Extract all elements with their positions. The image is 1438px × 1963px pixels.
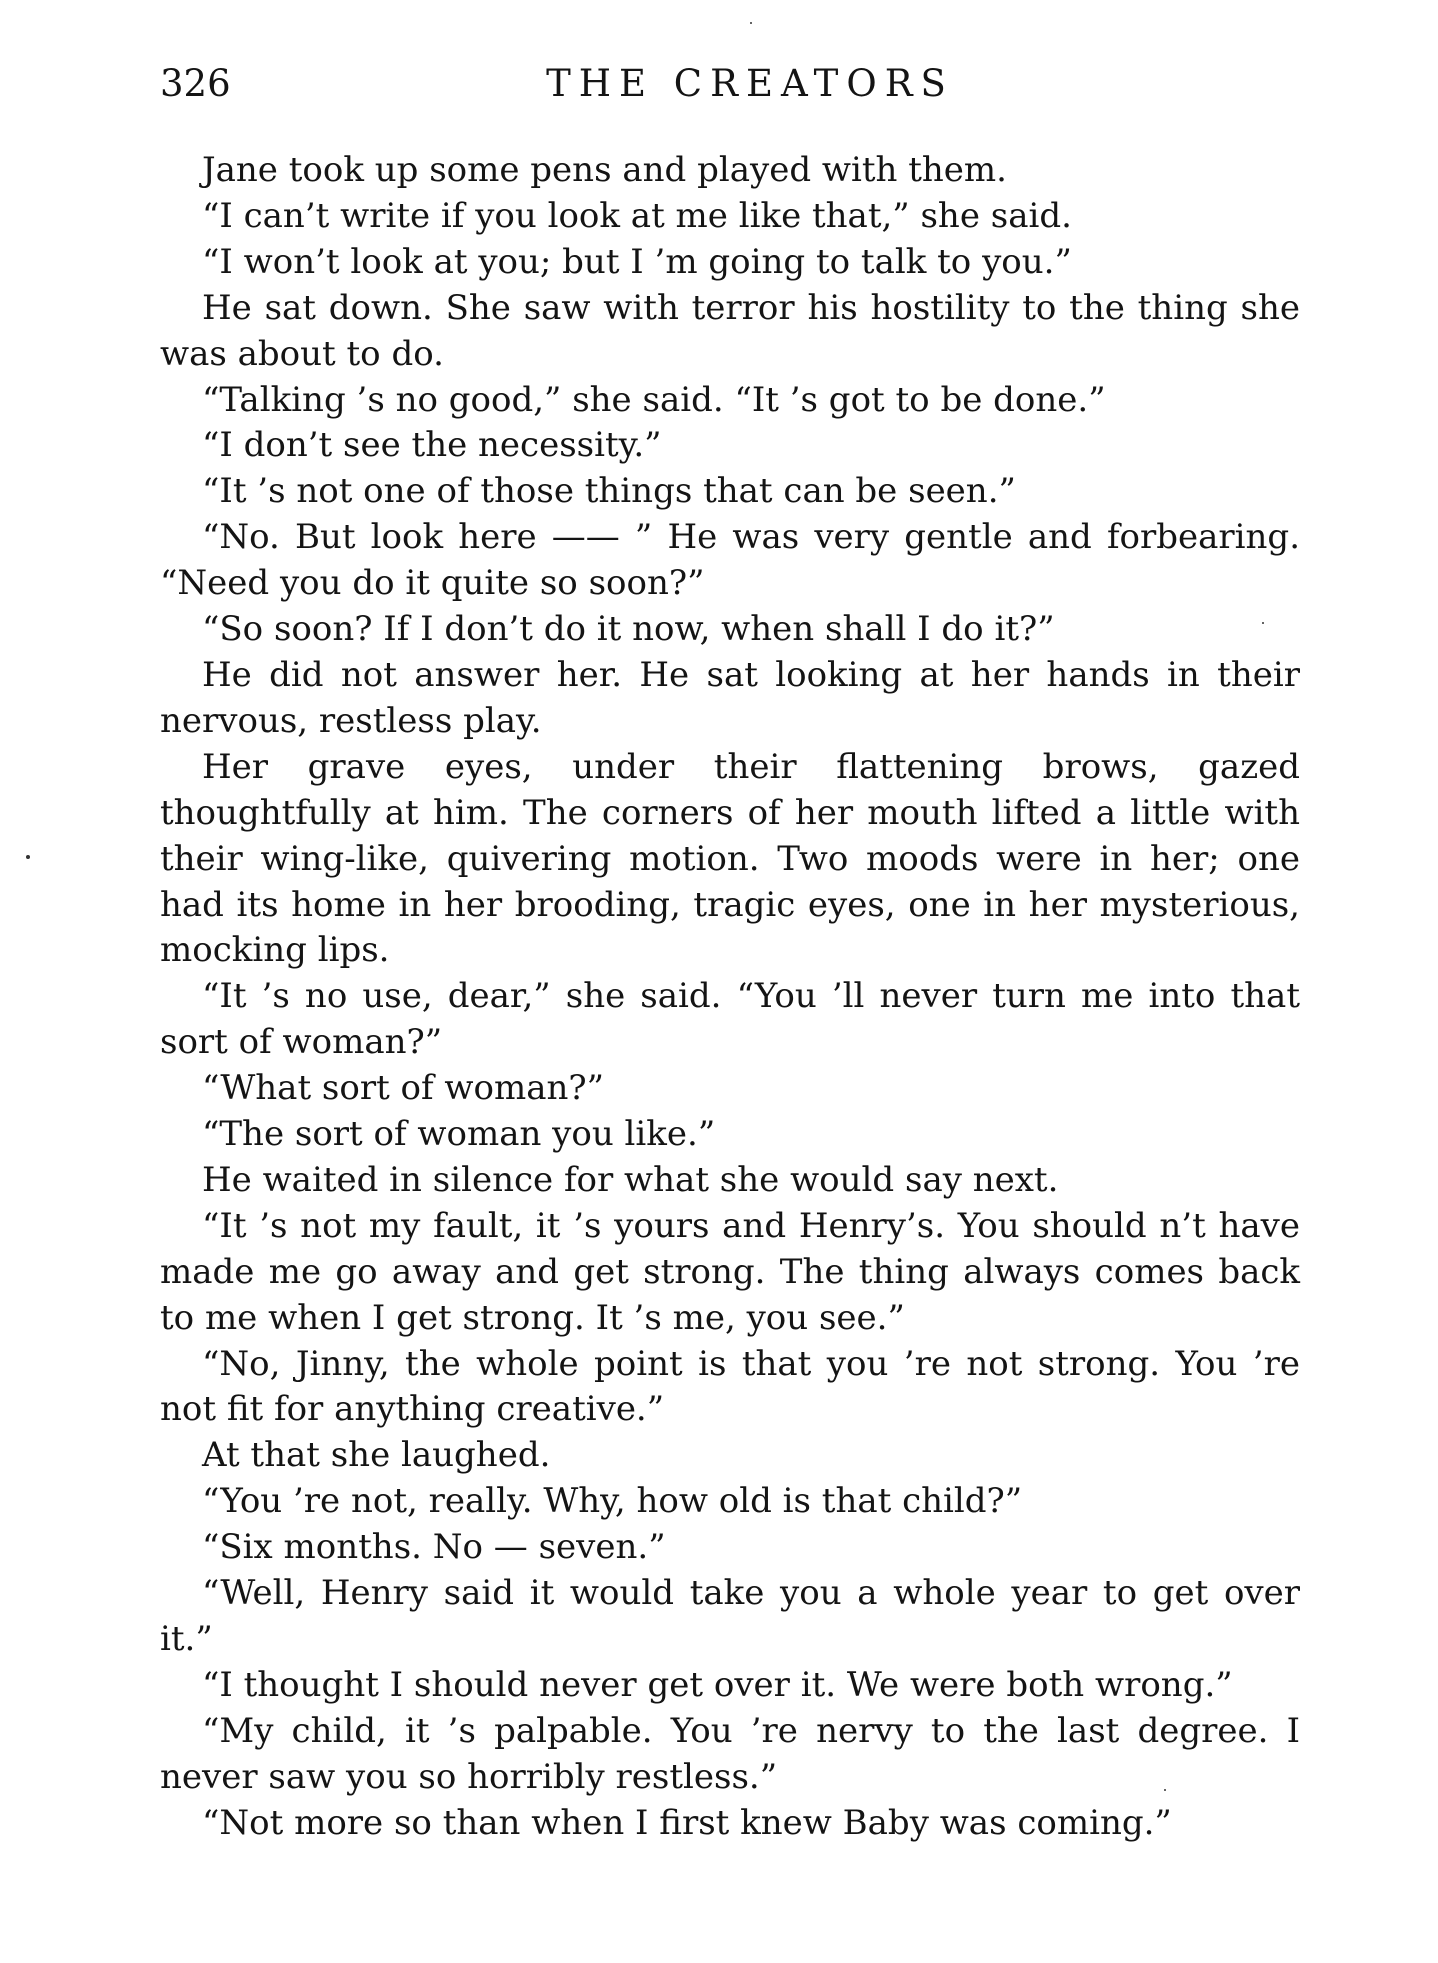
running-head [160, 62, 1300, 122]
paragraph: “Six months. No — seven.” [202, 1527, 666, 1568]
paragraph: “It ’s not one of those things that can be seen.” [202, 471, 1016, 512]
paragraph: “Talking ’s no good,” she said. “It ’s got to be done.” [202, 379, 1106, 420]
paragraph: He sat down. She saw with terror his hostility to the thing she was about to do. [160, 287, 1300, 374]
paragraph: “It ’s no use, dear,” she said. “You ’ll never turn me into that sort of woman?” [160, 976, 1300, 1063]
ink-speck [1164, 1789, 1166, 1791]
paragraph: “What sort of woman?” [202, 1068, 605, 1109]
paragraph: “My child, it ’s palpable. You ’re nervy to the last degree. I never saw you so horribly restless.” [160, 1710, 1300, 1797]
paragraph: “No. But look here —— ” He was very gentle and forbearing. “Need you do it quite so soon?” [160, 517, 1300, 604]
paragraph: “I can’t write if you look at me like that,” she said. [202, 195, 1072, 236]
page-number: 326 [160, 62, 231, 105]
paragraph: He waited in silence for what she would say next. [202, 1159, 1059, 1200]
paragraph: “You ’re not, really. Why, how old is that child?” [202, 1481, 1023, 1522]
paragraph: He did not answer her. He sat looking at her hands in their nervous, restless play. [160, 654, 1300, 741]
ink-speck [750, 22, 752, 24]
body-text [160, 148, 1300, 1847]
paragraph: “I don’t see the necessity.” [202, 425, 662, 466]
paragraph: “Not more so than when I first knew Baby was coming.” [202, 1802, 1172, 1843]
paragraph: “So soon? If I don’t do it now, when shall I do it?” [202, 609, 1055, 650]
paragraph: Jane took up some pens and played with them. [202, 150, 1007, 190]
ink-speck [1262, 622, 1264, 624]
paragraph: “The sort of woman you like.” [202, 1114, 716, 1155]
paragraph: “No, Jinny, the whole point is that you ’re not strong. You ’re not fit for anything creative.” [160, 1343, 1300, 1430]
paragraph: “Well, Henry said it would take you a whole year to get over it.” [160, 1573, 1300, 1659]
paragraph: At that she laughed. [202, 1435, 551, 1476]
paragraph: Her grave eyes, under their flattening brows, gazed thoughtfully at him. The corners of her mouth lifted a little with their wing-like, quivering motion. Two moods were in her; one had its home in her brooding, tragic eyes, one in her mysterious, mocking lips. [160, 746, 1300, 971]
paragraph: “I won’t look at you; but I ’m going to talk to you.” [202, 241, 1072, 282]
paragraph: “It ’s not my fault, it ’s yours and Henry’s. You should n’t have made me go away and get strong. The thing always comes back to me when I get strong. It ’s me, you see.” [160, 1205, 1300, 1338]
ink-speck [26, 855, 30, 859]
running-title: THE CREATORS [546, 62, 954, 105]
paragraph: “I thought I should never get over it. We were both wrong.” [202, 1664, 1233, 1705]
